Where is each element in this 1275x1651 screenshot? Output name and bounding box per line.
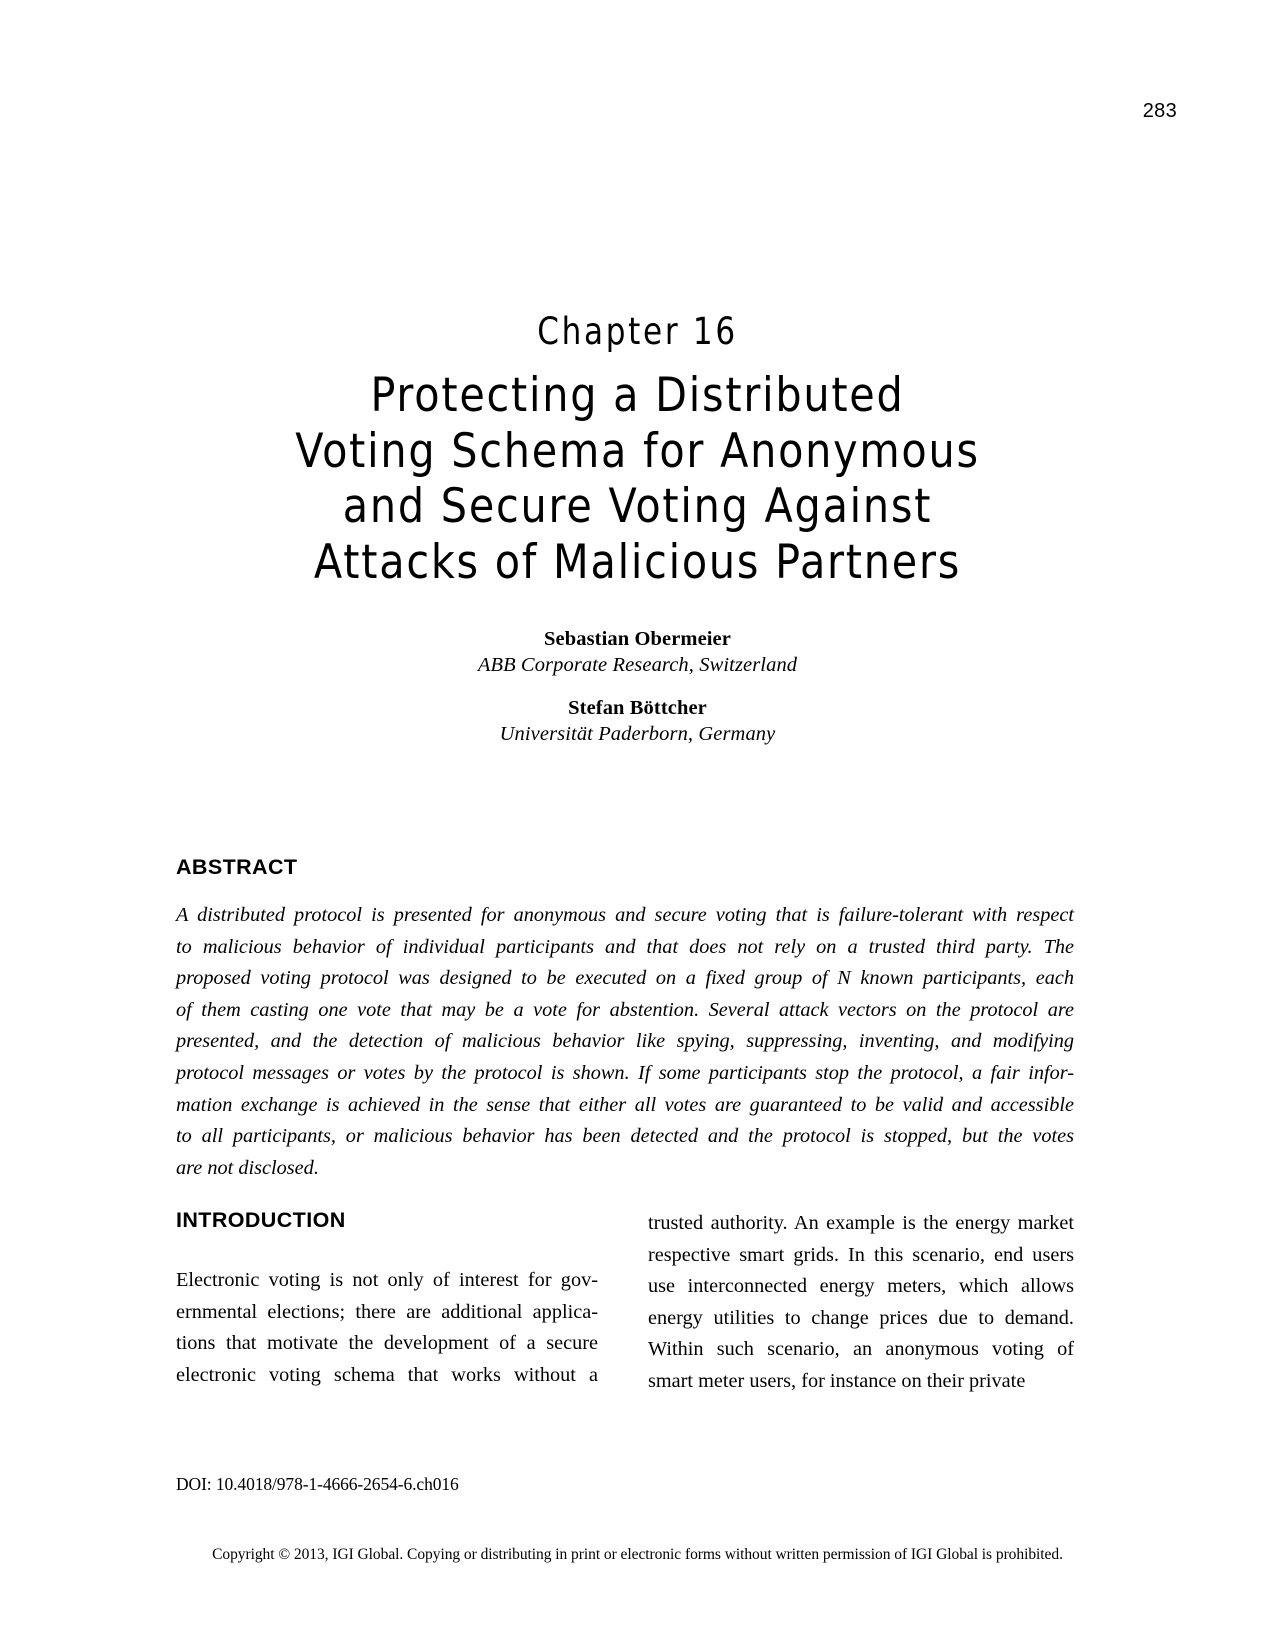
body-line: electronic voting schema that works without a (176, 1363, 598, 1386)
author-name: Stefan Böttcher (568, 697, 707, 719)
chapter-title-line: and Secure Voting Against (342, 479, 933, 534)
abstract-line: presented, and the detection of malicious behavior like spying, suppressing, inventing, and modifying (176, 1030, 1074, 1053)
doi-text: DOI: 10.4018/978-1-4666-2654-6.ch016 (176, 1474, 459, 1494)
copyright-notice: Copyright © 2013, IGI Global. Copying or distributing in print or electronic forms without written permission of IGI Global is prohibited. (212, 1546, 1063, 1563)
author-list (0, 626, 1275, 747)
chapter-label: Chapter 16 (537, 310, 738, 353)
body-line: use interconnected energy meters, which allows (648, 1275, 1074, 1298)
body-line: Within such scenario, an anonymous voting of (648, 1338, 1074, 1361)
author-affiliation: ABB Corporate Research, Switzerland (477, 654, 798, 676)
abstract-line: mation exchange is achieved in the sense that either all votes are guaranteed to be valid and accessible (176, 1093, 1074, 1116)
body-column-right (648, 1208, 1074, 1398)
abstract-line: to malicious behavior of individual participants and that does not rely on a trusted third party. The (176, 935, 1074, 958)
abstract-line: protocol messages or votes by the protocol is shown. If some participants stop the protocol, a fair infor- (176, 1061, 1074, 1084)
abstract-body (176, 900, 1074, 1184)
body-line: energy utilities to change prices due to demand. (648, 1306, 1074, 1329)
abstract-line: A distributed protocol is presented for anonymous and secure voting that is failure-tolerant with respect (176, 904, 1074, 926)
abstract-line: to all participants, or malicious behavior has been detected and the protocol is stopped, but the votes (176, 1125, 1074, 1148)
body-column-left (176, 1265, 598, 1391)
author-name: Sebastian Obermeier (544, 628, 731, 650)
chapter-title (209, 368, 1067, 590)
abstract-heading: ABSTRACT (176, 855, 298, 879)
author-affiliation: Universität Paderborn, Germany (499, 723, 776, 745)
body-line: respective smart grids. In this scenario, end users (648, 1243, 1074, 1266)
introduction-heading: INTRODUCTION (176, 1208, 346, 1232)
chapter-title-line: Protecting a Distributed (370, 368, 905, 423)
body-line: smart meter users, for instance on their private (648, 1369, 1026, 1392)
author-entry (0, 626, 1275, 678)
chapter-title-line: Attacks of Malicious Partners (313, 534, 962, 590)
body-line: trusted authority. An example is the energy market (648, 1212, 1074, 1234)
author-entry (0, 695, 1275, 747)
abstract-line: proposed voting protocol was designed to be executed on a fixed group of N known participants, each (176, 967, 1074, 990)
page-number: 283 (1142, 100, 1177, 122)
body-line: ernmental elections; there are additional applica- (176, 1300, 598, 1323)
chapter-title-line: Voting Schema for Anonymous (295, 423, 980, 479)
body-line: Electronic voting is not only of interest for gov- (176, 1269, 598, 1291)
body-line: tions that motivate the development of a secure (176, 1332, 598, 1355)
abstract-line: of them casting one vote that may be a vote for abstention. Several attack vectors on the protocol are (176, 998, 1074, 1021)
abstract-line: are not disclosed. (176, 1156, 319, 1179)
